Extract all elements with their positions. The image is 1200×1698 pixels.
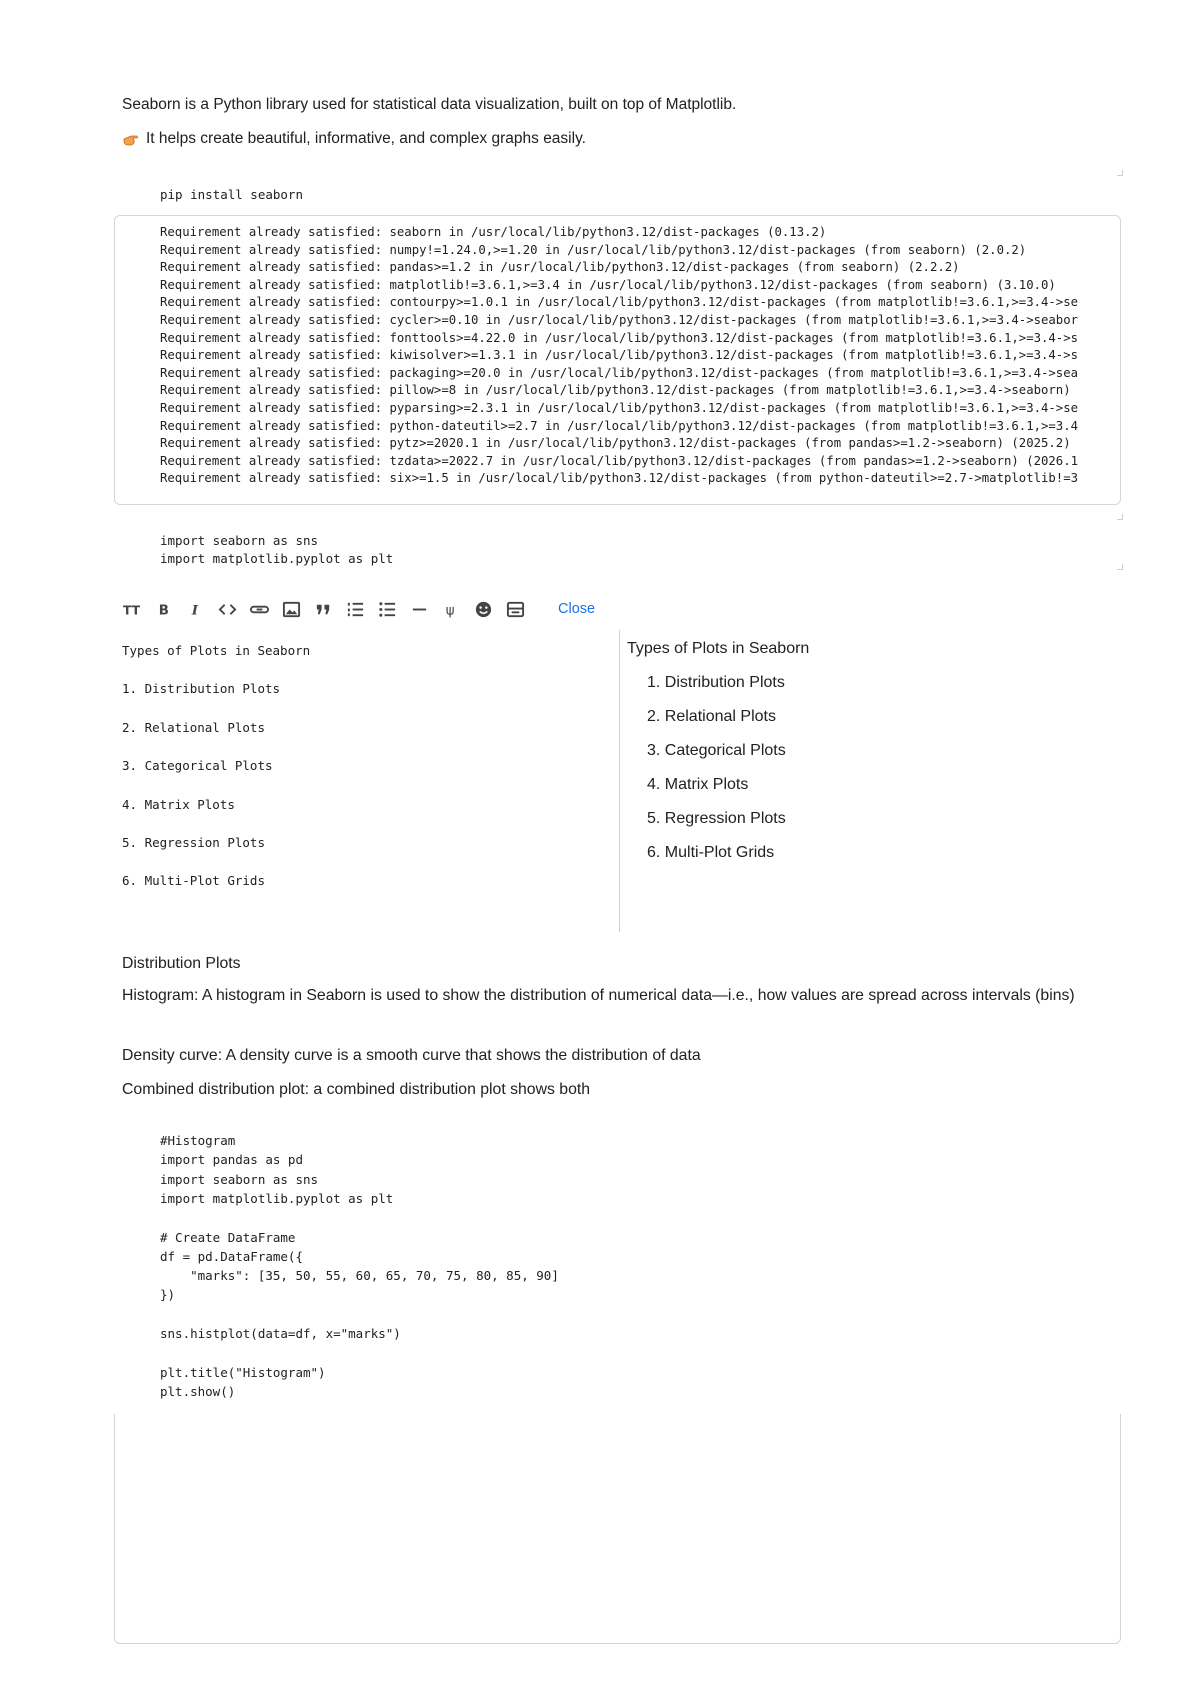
output-line: Requirement already satisfied: contourpy>=1.0.1 in /usr/local/lib/python3.12/dist-packages (from matplotlib!=3.6.1,>=3.4->se (160, 295, 1079, 310)
editor-preview-divider (619, 630, 620, 932)
code-line[interactable]: import matplotlib.pyplot as plt (160, 1190, 394, 1206)
intro-text: Seaborn is a Python library used for statistical data visualization, built on top of Matplotlib. (122, 96, 737, 113)
cell-output-area (114, 1414, 1121, 1644)
cell-output (114, 215, 1121, 505)
paragraph-combined: Combined distribution plot: a combined distribution plot shows both (122, 1081, 591, 1098)
text-heading-icon[interactable] (122, 600, 141, 619)
italic-icon[interactable] (186, 600, 205, 619)
code-line[interactable]: df = pd.DataFrame({ (160, 1248, 303, 1264)
svg-text:TT: TT (122, 602, 141, 617)
svg-text:I: I (191, 602, 198, 618)
output-line: Requirement already satisfied: kiwisolver>=1.3.1 in /usr/local/lib/python3.12/dist-packages (from matplotlib!=3.6.1,>=3.4->s (160, 348, 1079, 363)
link-icon[interactable] (250, 600, 269, 619)
output-line: Requirement already satisfied: six>=1.5 in /usr/local/lib/python3.12/dist-packages (from python-dateutil>=2.7->matplotlib!=3 (160, 471, 1079, 486)
intro-bullet (122, 130, 586, 148)
section-heading: Distribution Plots (122, 955, 241, 972)
editor-line: 2. Relational Plots (122, 720, 265, 735)
cell-corner-marker (1117, 564, 1123, 570)
code-line[interactable]: import pandas as pd (160, 1152, 303, 1168)
code-line[interactable]: sns.histplot(data=df, x="marks") (160, 1326, 401, 1341)
code-line[interactable]: import seaborn as sns (160, 533, 319, 548)
cell-corner-marker (1117, 170, 1123, 176)
markdown-preview (627, 640, 810, 861)
output-line: Requirement already satisfied: packaging>=20.0 in /usr/local/lib/python3.12/dist-packages (from matplotlib!=3.6.1,>=3.4->sea (160, 365, 1079, 380)
editor-line: 4. Matrix Plots (122, 797, 235, 812)
editor-line: 1. Distribution Plots (122, 681, 281, 696)
code-line[interactable]: }) (160, 1287, 176, 1303)
markdown-toolbar (122, 596, 595, 622)
preview-list-item: 2. Relational Plots (647, 708, 776, 725)
code-line[interactable]: pip install seaborn (160, 187, 303, 202)
pointing-hand-icon (122, 130, 140, 148)
output-line: Requirement already satisfied: numpy!=1.24.0,>=1.20 in /usr/local/lib/python3.12/dist-packages (from seaborn) (2.0.2) (160, 242, 1027, 257)
code-line[interactable]: plt.show() (160, 1383, 236, 1399)
intro-bullet-text: It helps create beautiful, informative, and complex graphs easily. (146, 130, 586, 147)
code-line[interactable]: import matplotlib.pyplot as plt (160, 551, 394, 566)
editor-line: Types of Plots in Seaborn (122, 643, 311, 658)
output-line: Requirement already satisfied: python-dateutil>=2.7 in /usr/local/lib/python3.12/dist-packages (from matplotlib!=3.6.1,>=3.4 (160, 418, 1079, 433)
code-line[interactable]: "marks": [35, 50, 55, 60, 65, 70, 75, 80, 85, 90] (160, 1268, 559, 1284)
bulleted-list-icon[interactable] (378, 600, 397, 619)
code-line[interactable]: plt.title("Histogram") (160, 1364, 326, 1380)
code-line[interactable]: import seaborn as sns (160, 1171, 319, 1187)
output-line: Requirement already satisfied: pytz>=2020.1 in /usr/local/lib/python3.12/dist-packages (from pandas>=1.2->seaborn) (2025.2) (160, 436, 1071, 451)
preview-list-item: 6. Multi-Plot Grids (647, 844, 775, 861)
preview-list-item: 3. Categorical Plots (647, 742, 786, 759)
preview-list-item: 1. Distribution Plots (647, 674, 785, 691)
output-line: Requirement already satisfied: pyparsing>=2.3.1 in /usr/local/lib/python3.12/dist-packages (from matplotlib!=3.6.1,>=3.4->se (160, 400, 1079, 415)
editor-line: 3. Categorical Plots (122, 758, 273, 773)
output-line: Requirement already satisfied: seaborn in /usr/local/lib/python3.12/dist-packages (0.13.2) (160, 225, 827, 239)
output-line: Requirement already satisfied: fonttools>=4.22.0 in /usr/local/lib/python3.12/dist-packages (from matplotlib!=3.6.1,>=3.4->s (160, 330, 1079, 345)
emoji-icon[interactable] (474, 600, 493, 619)
output-line: Requirement already satisfied: matplotlib!=3.6.1,>=3.4 in /usr/local/lib/python3.12/dist-packages (from seaborn) (3.10.0) (160, 277, 1056, 292)
preview-list-item: 5. Regression Plots (647, 810, 786, 827)
output-line: Requirement already satisfied: cycler>=0.10 in /usr/local/lib/python3.12/dist-packages (from matplotlib!=3.6.1,>=3.4->seabor (160, 312, 1079, 327)
numbered-list-icon[interactable] (346, 600, 365, 619)
code-line[interactable]: # Create DataFrame (160, 1229, 296, 1245)
image-icon[interactable] (282, 600, 301, 619)
editor-line: 5. Regression Plots (122, 835, 265, 850)
paragraph-density: Density curve: A density curve is a smooth curve that shows the distribution of data (122, 1047, 701, 1064)
preview-list-item: 4. Matrix Plots (647, 776, 749, 793)
preview-heading: Types of Plots in Seaborn (627, 640, 810, 657)
code-icon[interactable] (218, 600, 237, 619)
cell-corner-marker (1117, 514, 1123, 520)
output-line: Requirement already satisfied: pandas>=1.2 in /usr/local/lib/python3.12/dist-packages (from seaborn) (2.2.2) (160, 260, 960, 275)
svg-text:ψ: ψ (445, 602, 455, 618)
horizontal-rule-icon[interactable] (410, 600, 429, 619)
layout-toggle-icon[interactable] (506, 600, 525, 619)
code-line[interactable]: #Histogram (160, 1133, 236, 1148)
close-editor-link[interactable]: Close (558, 601, 596, 617)
output-lines (160, 224, 1120, 488)
svg-text:B: B (158, 602, 169, 618)
bold-icon[interactable] (154, 600, 173, 619)
editor-line: 6. Multi-Plot Grids (122, 873, 265, 888)
output-line: Requirement already satisfied: tzdata>=2022.7 in /usr/local/lib/python3.12/dist-packages (from pandas>=1.2->seaborn) (2026.1 (160, 453, 1079, 468)
paragraph-histogram: Histogram: A histogram in Seaborn is used to show the distribution of numerical data—i.e., how values are spread across intervals (bins) (122, 987, 1075, 1004)
output-line: Requirement already satisfied: pillow>=8 in /usr/local/lib/python3.12/dist-packages (from matplotlib!=3.6.1,>=3.4->seaborn) (160, 383, 1071, 398)
psi-symbol-icon[interactable] (442, 600, 461, 619)
quote-icon[interactable] (314, 600, 333, 619)
